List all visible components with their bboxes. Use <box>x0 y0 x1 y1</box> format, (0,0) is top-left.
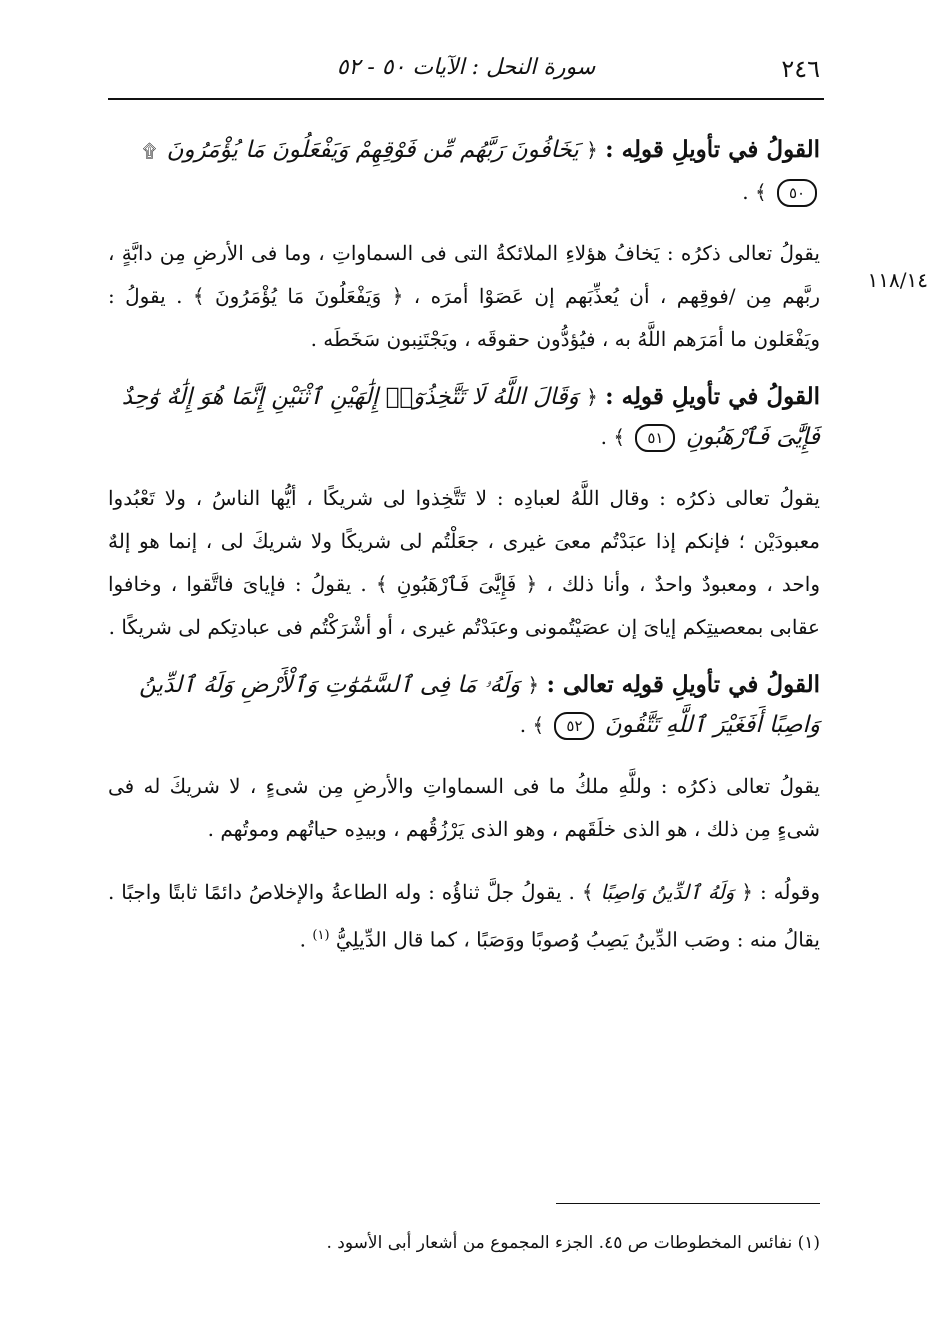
ayah-number-marker: ٥١ <box>635 424 675 452</box>
quran-verse: وَلَهُۥ مَا فِى ٱلسَّمَٰوَٰتِ وَٱلْأَرْضِ وَلَهُ ٱلدِّينُ وَاصِبًا أَفَغَيْرَ ٱللَّهِ تَتَّقُونَ <box>139 672 820 738</box>
page-number: ٢٤٦ <box>781 55 820 83</box>
quran-verse: وَلَهُ ٱلدِّينُ وَاصِبًا <box>600 880 735 904</box>
heading-label: القولُ في تأويلِ قولِه : <box>605 136 820 163</box>
section-verse-50 <box>108 130 820 361</box>
section-heading <box>108 130 820 212</box>
quran-verse: وَقَالَ اللَّهُ لَا تَتَّخِذُوٓا۟ إِلَٰهَيْنِ ٱثْنَيْنِ إِنَّمَا هُوَ إِلَٰهٌ وَٰحِدٌ فَإِيَّٰىَ فَٱرْهَبُونِ <box>121 384 820 450</box>
closing-end: . <box>299 927 307 952</box>
quran-bracket-open: ﴿ <box>741 880 754 904</box>
footnote-reference[interactable]: (١) <box>312 928 330 943</box>
heading-label: القولُ في تأويلِ قولِه : <box>605 383 820 410</box>
quran-bracket-open: ﴿ <box>586 138 598 162</box>
commentary-paragraph: يقولُ تعالى ذكرُه : يَخافُ هؤلاءِ الملائكةُ التى فى السماواتِ ، وما فى الأرضِ مِن دابَّةٍ ، ربَّهم مِن /فوقِهم ، أن يُعذِّبَهم إن عَصَوْا أمرَه ، ﴿ وَيَفْعَلُونَ مَا يُؤْمَرُونَ ﴾ . يقولُ : ويَفْعَلون ما أمَرَهم اللَّهُ به ، فيُؤدُّون حقوقَه ، ويَجْتَنِبون سَخَطَه . <box>108 241 820 351</box>
heading-label: القولُ في تأويلِ قولِه تعالى : <box>546 671 820 698</box>
quran-bracket-close: ﴾ . <box>600 425 626 449</box>
closing-text: . يقولُ جلَّ ثناؤُه : وله الطاعةُ والإخلاصُ دائمًا ثابتًا واجبًا . يقالُ منه : وصَب الدِّينُ يَصِبُ وُصوبًا ووَصَبًا ، كما قال الدِّيلِيُّ <box>108 880 820 952</box>
closing-paragraph <box>108 871 820 962</box>
ayah-number-marker: ٥٢ <box>554 712 594 740</box>
closing-lead: وقولُه : <box>759 880 821 904</box>
page-header <box>112 55 820 89</box>
ayah-number-marker: ٥٠ <box>777 179 817 207</box>
header-rule <box>108 98 824 100</box>
footnote-rule <box>556 1203 820 1204</box>
commentary-paragraph: يقولُ تعالى ذكرُه : وللَّهِ ملكُ ما فى السماواتِ والأرضِ مِن شىءٍ ، لا شريكَ له فى شىءٍ مِن ذلك ، هو الذى خلَقَهم ، وهو الذى يَرْزُقُهم ، وبيدِه حياتُهم وموتُهم . <box>108 774 820 841</box>
section-verse-52 <box>108 665 820 851</box>
quran-bracket-close: ﴾ <box>581 880 594 904</box>
quran-bracket-open: ﴿ <box>586 385 598 409</box>
body-text <box>108 130 820 978</box>
section-heading <box>108 665 820 745</box>
margin-reference: ١١٨/١٤ <box>867 268 928 292</box>
running-title: سورة النحل : الآيات ٥٠ - ٥٢ <box>336 55 596 80</box>
quran-bracket-open: ﴿ <box>527 673 540 697</box>
quran-verse: يَخَافُونَ رَبَّهُم مِّن فَوْقِهِمْ وَيَفْعَلُونَ مَا يُؤْمَرُونَ <box>166 137 579 163</box>
section-verse-51 <box>108 377 820 649</box>
footnote: (١) نفائس المخطوطات ص ٤٥. الجزء المجموع من أشعار أبى الأسود . <box>326 1233 820 1253</box>
quran-bracket-close: ﴾ . <box>742 180 767 204</box>
section-heading <box>108 377 820 457</box>
sajda-mark-icon: ۩ <box>142 141 157 162</box>
quran-bracket-close: ﴾ . <box>519 713 545 737</box>
commentary-paragraph: يقولُ تعالى ذكرُه : وقال اللَّهُ لعبادِه : لا تَتَّخِذوا لى شريكًا ، أيُّها الناسُ ، ولا تَعْبُدوا معبودَيْن ؛ فإنكم إذا عبَدْتُم معىَ غيرى ، جعَلْتُم لى شريكًا ولا شريكَ لى ، إنما هو إلهٌ واحد ، ومعبودٌ واحدٌ ، وأنا ذلك ، ﴿ فَإِيَّٰىَ فَٱرْهَبُونِ ﴾ . يقولُ : فإياىَ فاتَّقوا ، وخافوا عقابى بمعصيتِكم إياىَ إن عصَيْتُمونى وعبَدْتُم غيرى ، أو أشْرَكْتُم فى عبادتِكم لى شريكًا . <box>108 486 820 639</box>
